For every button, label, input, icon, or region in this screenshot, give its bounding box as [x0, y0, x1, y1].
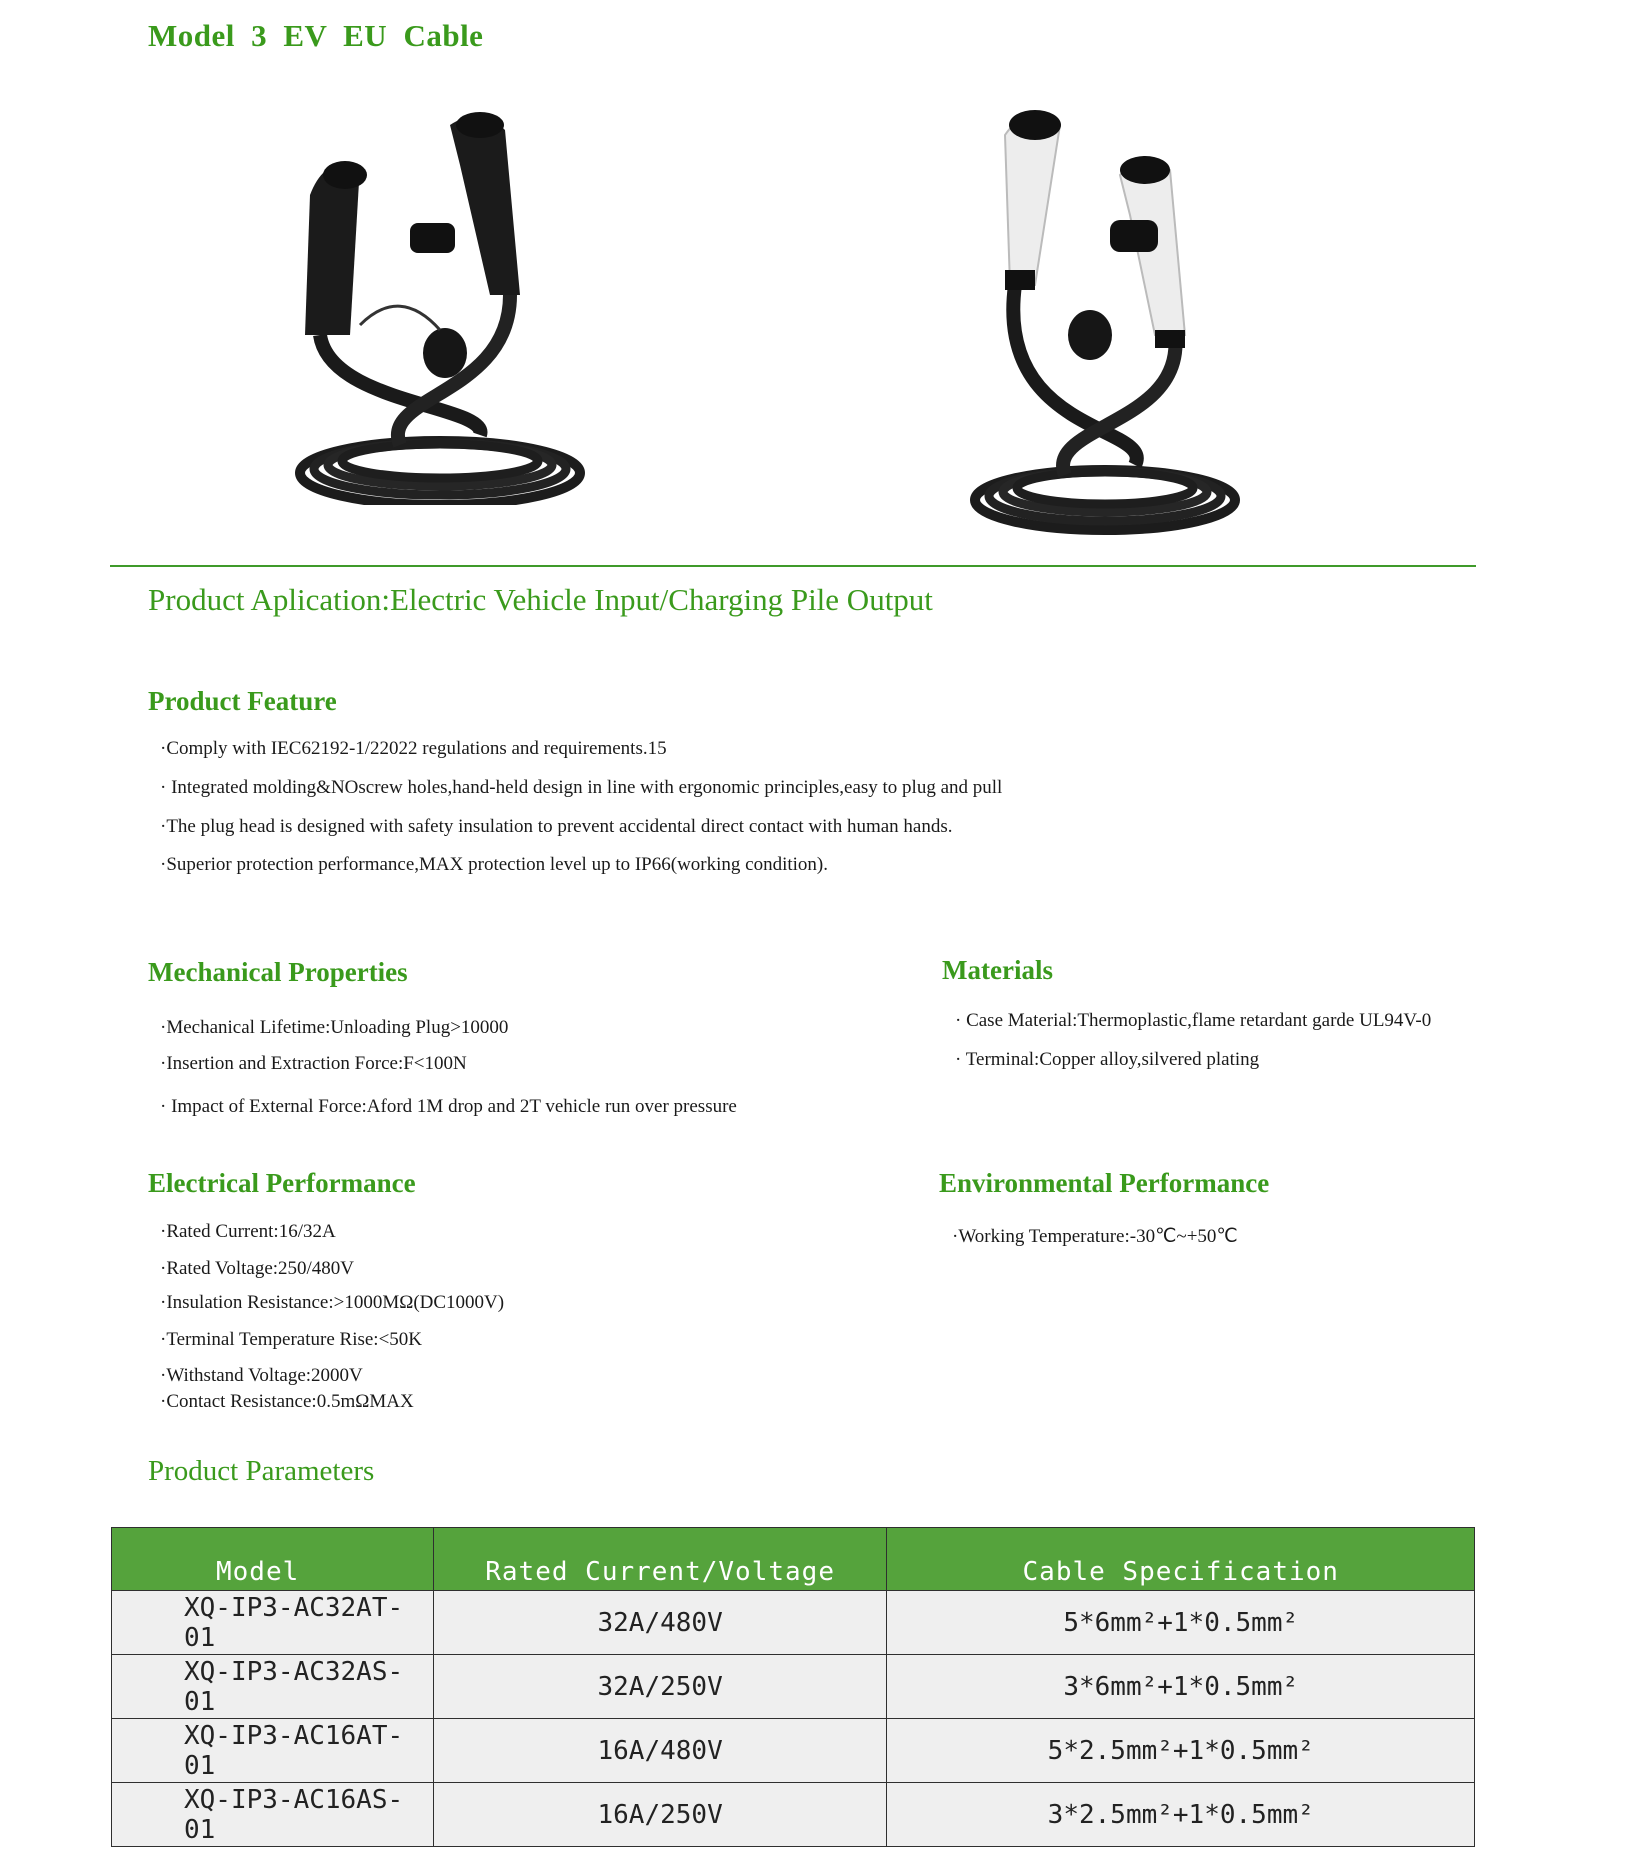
- feature-item: ·Superior protection performance,MAX protection level up to IP66(working condition).: [160, 854, 828, 875]
- environmental-heading: Environmental Performance: [939, 1168, 1270, 1198]
- environmental-item: ·Working Temperature:-30℃~+50℃: [952, 1226, 1238, 1247]
- column-header-model: Model: [112, 1528, 434, 1591]
- electrical-heading: Electrical Performance: [148, 1168, 416, 1198]
- cell-cable: 5*6mm²+1*0.5mm²: [887, 1591, 1475, 1655]
- electrical-item: ·Rated Current:16/32A: [160, 1221, 336, 1242]
- section-divider: [110, 565, 1476, 567]
- feature-item: ·Comply with IEC62192-1/22022 regulations and requirements.15: [160, 738, 667, 759]
- feature-heading: Product Feature: [148, 686, 337, 716]
- cell-model: XQ-IP3-AC32AS-01: [112, 1655, 434, 1719]
- cell-cable: 3*6mm²+1*0.5mm²: [887, 1655, 1475, 1719]
- cell-model: XQ-IP3-AC16AS-01: [112, 1783, 434, 1847]
- materials-heading: Materials: [942, 955, 1053, 985]
- electrical-item: ·Terminal Temperature Rise:<50K: [160, 1329, 423, 1350]
- cell-cable: 3*2.5mm²+1*0.5mm²: [887, 1783, 1475, 1847]
- electrical-item: ·Withstand Voltage:2000V: [160, 1365, 363, 1386]
- table-row: [112, 1591, 1475, 1655]
- cell-rated: 16A/250V: [433, 1783, 887, 1847]
- white-cable-image: [955, 105, 1255, 535]
- materials-item: · Terminal:Copper alloy,silvered plating: [955, 1049, 1260, 1070]
- parameters-heading: Product Parameters: [148, 1455, 375, 1487]
- mechanical-heading: Mechanical Properties: [148, 957, 408, 987]
- cell-model: XQ-IP3-AC16AT-01: [112, 1719, 434, 1783]
- column-header-cable: Cable Specification: [887, 1528, 1475, 1591]
- cell-rated: 32A/250V: [433, 1655, 887, 1719]
- materials-item: · Case Material:Thermoplastic,flame retardant garde UL94V-0: [955, 1010, 1432, 1031]
- product-application: Product Aplication:Electric Vehicle Input/Charging Pile Output: [148, 582, 933, 617]
- cell-rated: 32A/480V: [433, 1591, 887, 1655]
- table-header-row: [112, 1528, 1475, 1591]
- electrical-item: ·Rated Voltage:250/480V: [160, 1258, 355, 1279]
- column-header-rated: Rated Current/Voltage: [433, 1528, 887, 1591]
- table-row: [112, 1719, 1475, 1783]
- mechanical-item: ·Mechanical Lifetime:Unloading Plug>10000: [160, 1017, 509, 1038]
- parameters-table: [111, 1527, 1475, 1847]
- page-title: Model 3 EV EU Cable: [148, 18, 484, 53]
- electrical-item: ·Insulation Resistance:>1000MΩ(DC1000V): [160, 1292, 505, 1313]
- mechanical-item: ·Insertion and Extraction Force:F<100N: [160, 1053, 467, 1074]
- electrical-item: ·Contact Resistance:0.5mΩMAX: [160, 1391, 414, 1412]
- feature-item: · Integrated molding&NOscrew holes,hand-held design in line with ergonomic principles,easy to plug and pull: [160, 777, 1003, 798]
- table-row: [112, 1655, 1475, 1719]
- table-row: [112, 1783, 1475, 1847]
- black-cable-image: [290, 105, 590, 505]
- feature-item: ·The plug head is designed with safety insulation to prevent accidental direct contact with human hands.: [160, 816, 953, 837]
- cell-model: XQ-IP3-AC32AT-01: [112, 1591, 434, 1655]
- cell-rated: 16A/480V: [433, 1719, 887, 1783]
- mechanical-item: · Impact of External Force:Aford 1M drop and 2T vehicle run over pressure: [160, 1096, 737, 1117]
- cell-cable: 5*2.5mm²+1*0.5mm²: [887, 1719, 1475, 1783]
